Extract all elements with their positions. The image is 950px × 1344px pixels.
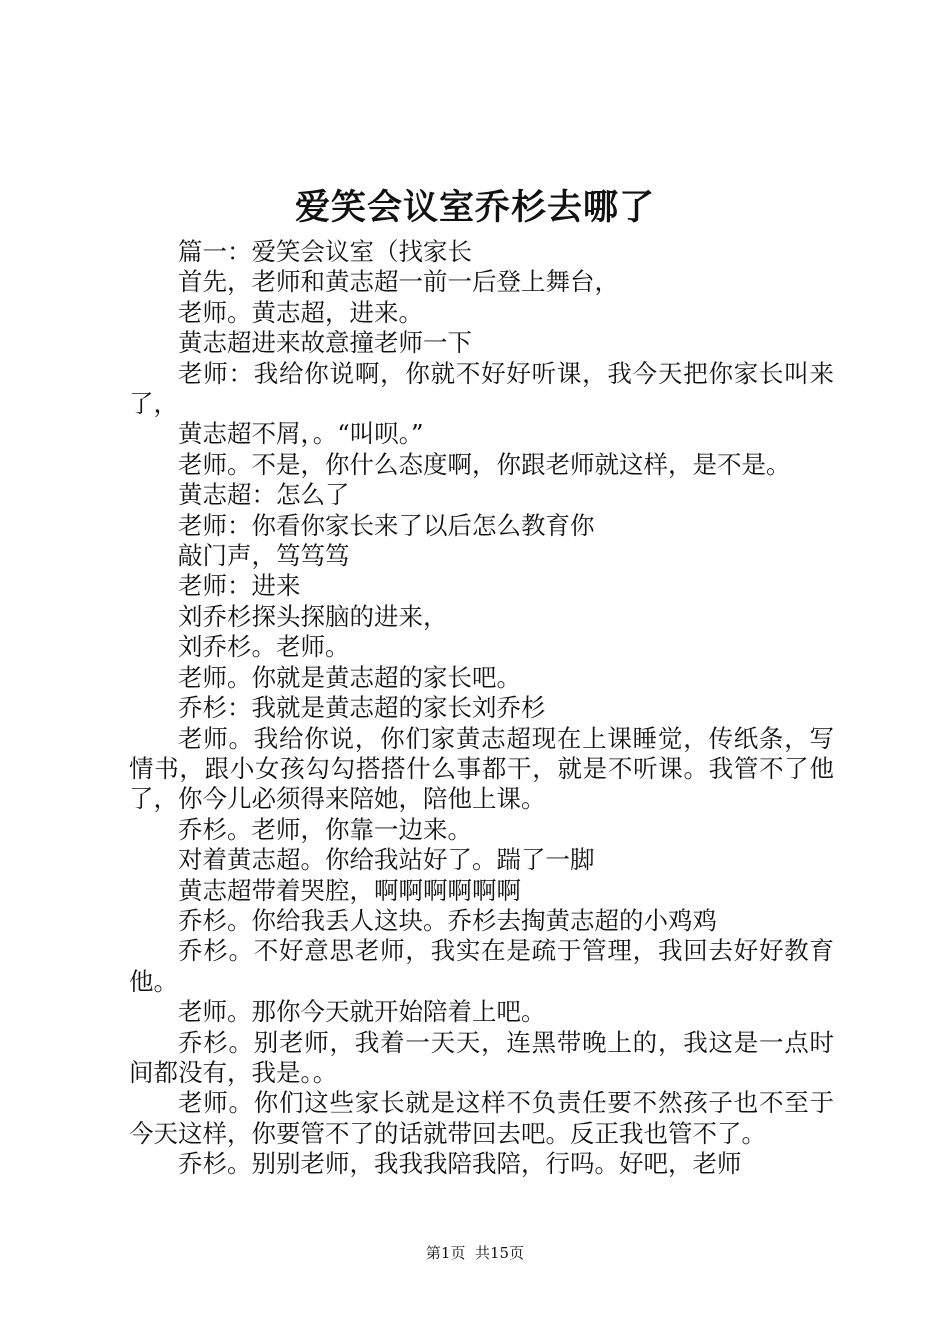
paragraph: 老师。黄志超，进来。 xyxy=(178,297,423,327)
paragraph: 老师：你看你家长来了以后怎么教育你 xyxy=(178,510,595,540)
paragraph: 老师。那你今天就开始陪着上吧。 xyxy=(178,997,546,1027)
paragraph: 老师。我给你说，你们家黄志超现在上课睡觉，传纸条，写情书，跟小女孩勾勾搭搭什么事都干，就是不听课。我管不了他了，你今儿必须得来陪她，陪他上课。 xyxy=(129,723,834,814)
paragraph: 黄志超带着哭腔，啊啊啊啊啊啊 xyxy=(178,875,521,905)
document-title: 爱笑会议室乔杉去哪了 xyxy=(294,187,655,228)
page-footer xyxy=(0,1242,950,1264)
paragraph: 乔杉。别别老师，我我我陪我陪，行吗。好吧，老师 xyxy=(178,1149,742,1179)
document-body xyxy=(129,237,834,1180)
paragraph: 乔杉。老师，你靠一边来。 xyxy=(178,814,472,844)
paragraph: 黄志超进来故意撞老师一下 xyxy=(178,328,472,358)
paragraph: 老师：我给你说啊，你就不好好听课，我今天把你家长叫来了， xyxy=(129,358,834,419)
footer-separator xyxy=(465,1244,475,1262)
paragraph: 敲门声，笃笃笃 xyxy=(178,541,350,571)
paragraph: 首先，老师和黄志超一前一后登上舞台， xyxy=(178,267,619,297)
page-total: 共15页 xyxy=(475,1244,525,1262)
paragraph: 篇一：爱笑会议室（找家长 xyxy=(178,237,472,266)
paragraph: 黄志超不屑，。“叫呗。” xyxy=(178,419,424,449)
paragraph: 乔杉。不好意思老师，我实在是疏于管理，我回去好好教育他。 xyxy=(129,936,834,996)
paragraph: 老师。你们这些家长就是这样不负责任要不然孩子也不至于今天这样，你要管不了的话就带回去吧。反正我也管不了。 xyxy=(129,1088,834,1148)
paragraph: 老师。不是，你什么态度啊，你跟老师就这样，是不是。 xyxy=(178,449,791,479)
paragraph: 乔杉：我就是黄志超的家长刘乔杉 xyxy=(178,693,546,723)
paragraph: 老师：进来 xyxy=(178,571,301,601)
page-number: 第1页 xyxy=(425,1244,466,1262)
paragraph: 乔杉。你给我丢人这块。乔杉去掏黄志超的小鸡鸡 xyxy=(178,905,717,935)
paragraph: 乔杉。别老师，我着一天天，连黑带晚上的，我这是一点时间都没有，我是。。 xyxy=(129,1027,834,1087)
paragraph: 老师。你就是黄志超的家长吧。 xyxy=(178,662,521,692)
paragraph: 黄志超：怎么了 xyxy=(178,480,350,510)
paragraph: 刘乔杉。老师。 xyxy=(178,632,350,662)
paragraph: 刘乔杉探头探脑的进来， xyxy=(178,601,448,631)
paragraph: 对着黄志超。你给我站好了。踹了一脚 xyxy=(178,845,595,875)
